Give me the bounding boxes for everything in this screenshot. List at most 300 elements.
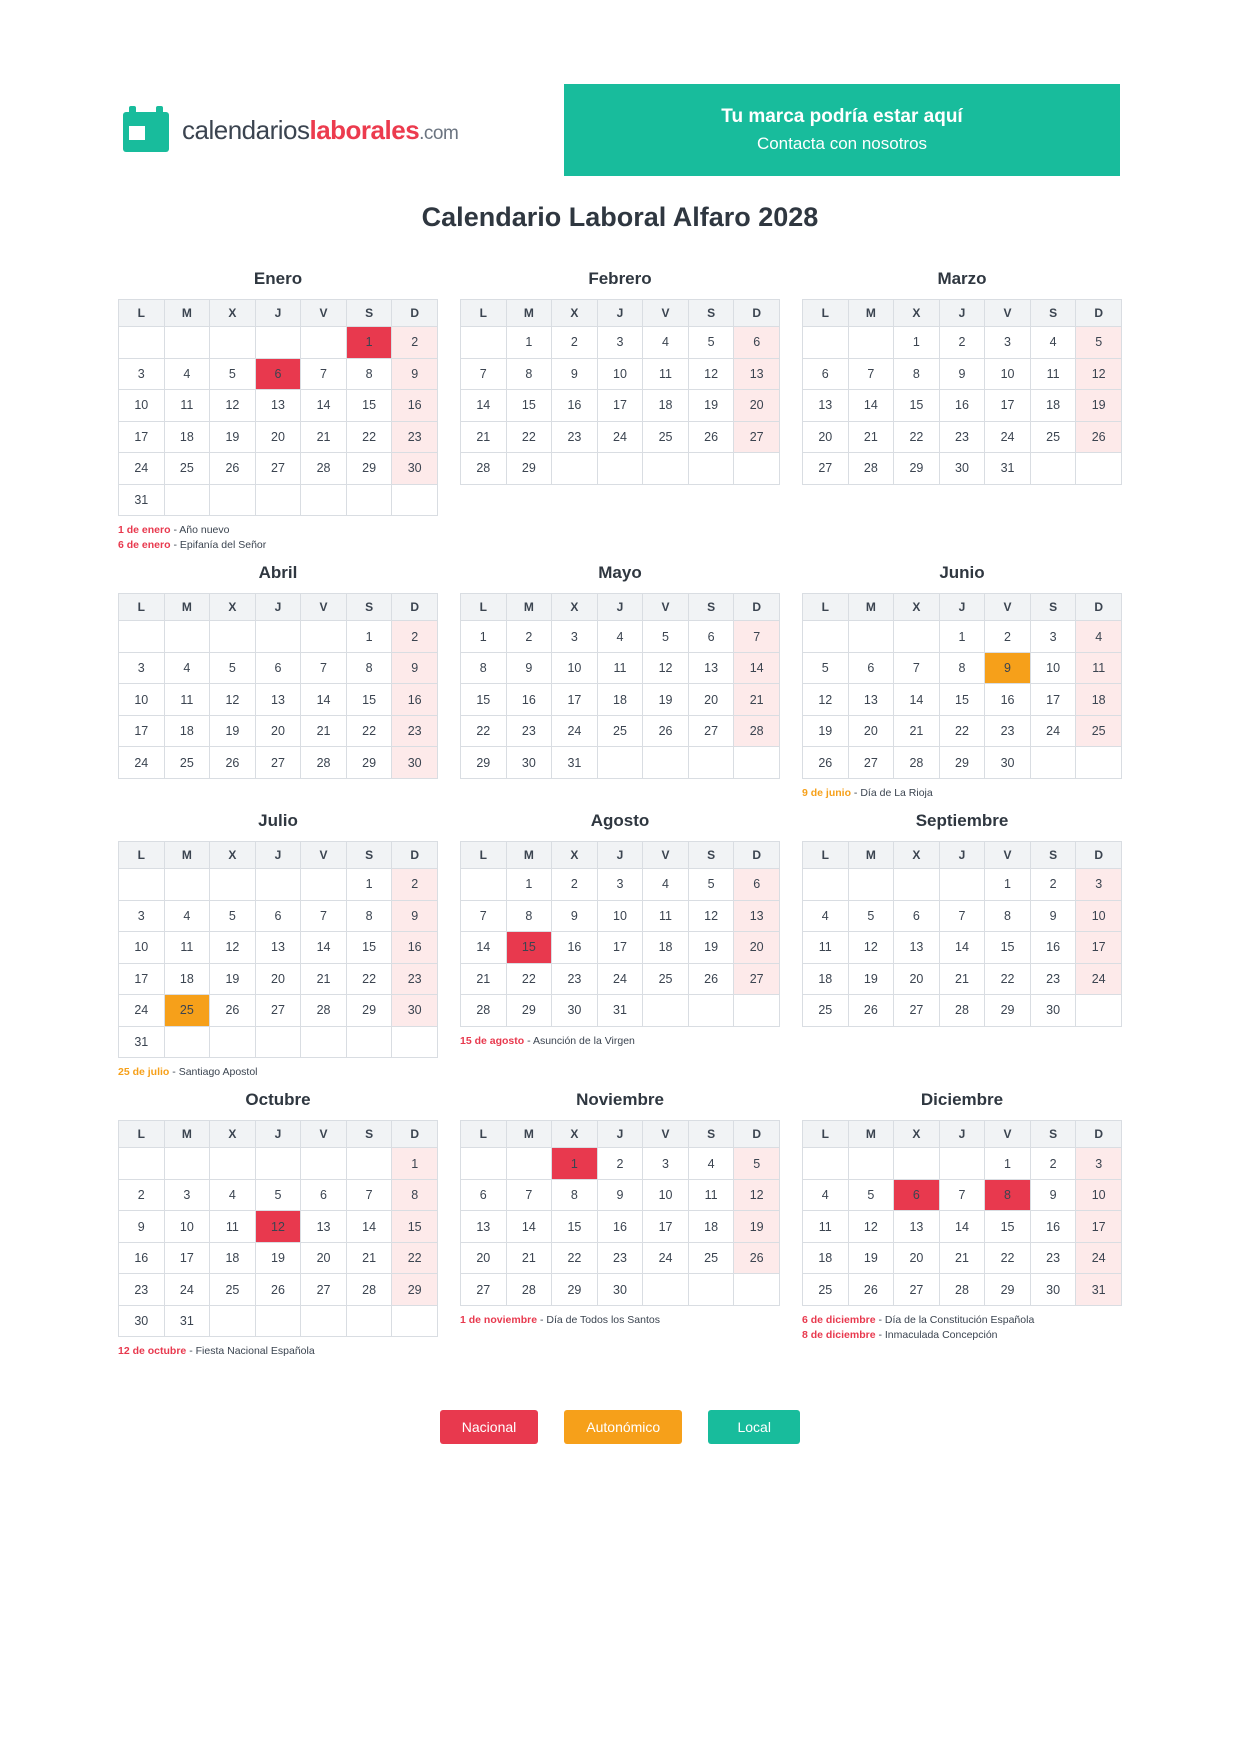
day-cell[interactable]: 30 [985, 747, 1031, 779]
day-cell[interactable]: 6 [461, 1179, 507, 1211]
day-cell[interactable]: 15 [346, 684, 392, 716]
day-cell[interactable]: 8 [985, 900, 1031, 932]
day-cell[interactable]: 8 [506, 900, 552, 932]
day-cell[interactable]: 22 [346, 715, 392, 747]
day-cell[interactable]: 4 [688, 1148, 734, 1180]
weekend-cell[interactable]: 13 [734, 900, 780, 932]
day-cell[interactable]: 3 [119, 900, 165, 932]
weekend-cell[interactable]: 2 [392, 621, 438, 653]
day-cell[interactable]: 1 [346, 869, 392, 901]
day-cell[interactable]: 21 [848, 421, 894, 453]
day-cell[interactable]: 12 [848, 932, 894, 964]
day-cell[interactable]: 21 [346, 1242, 392, 1274]
day-cell[interactable]: 25 [643, 421, 689, 453]
day-cell[interactable]: 11 [643, 358, 689, 390]
day-cell[interactable]: 10 [164, 1211, 210, 1243]
day-cell[interactable]: 5 [210, 652, 256, 684]
day-cell[interactable]: 13 [894, 1211, 940, 1243]
day-cell[interactable]: 19 [688, 390, 734, 422]
holiday-cell-nacional[interactable]: 15 [506, 932, 552, 964]
day-cell[interactable]: 29 [346, 995, 392, 1027]
legend-item-autonomico[interactable]: Autonómico [564, 1410, 682, 1444]
day-cell[interactable]: 8 [346, 358, 392, 390]
day-cell[interactable]: 5 [688, 869, 734, 901]
day-cell[interactable]: 2 [985, 621, 1031, 653]
weekend-cell[interactable]: 16 [392, 390, 438, 422]
holiday-cell-nacional[interactable]: 1 [552, 1148, 598, 1180]
day-cell[interactable]: 7 [346, 1179, 392, 1211]
weekend-cell[interactable]: 27 [734, 421, 780, 453]
day-cell[interactable]: 3 [1030, 621, 1076, 653]
day-cell[interactable]: 22 [461, 715, 507, 747]
weekend-cell[interactable]: 1 [392, 1148, 438, 1180]
day-cell[interactable]: 2 [1030, 869, 1076, 901]
day-cell[interactable]: 21 [461, 421, 507, 453]
day-cell[interactable]: 24 [552, 715, 598, 747]
day-cell[interactable]: 10 [552, 652, 598, 684]
day-cell[interactable]: 30 [119, 1305, 165, 1337]
day-cell[interactable]: 1 [894, 327, 940, 359]
day-cell[interactable]: 3 [119, 358, 165, 390]
day-cell[interactable]: 14 [346, 1211, 392, 1243]
day-cell[interactable]: 20 [894, 963, 940, 995]
day-cell[interactable]: 29 [346, 747, 392, 779]
day-cell[interactable]: 29 [985, 1274, 1031, 1306]
day-cell[interactable]: 13 [255, 932, 301, 964]
site-logo[interactable] [120, 104, 520, 156]
day-cell[interactable]: 1 [506, 327, 552, 359]
day-cell[interactable]: 23 [1030, 1242, 1076, 1274]
weekend-cell[interactable]: 9 [392, 900, 438, 932]
day-cell[interactable]: 4 [164, 652, 210, 684]
day-cell[interactable]: 9 [1030, 900, 1076, 932]
day-cell[interactable]: 28 [461, 453, 507, 485]
day-cell[interactable]: 18 [210, 1242, 256, 1274]
day-cell[interactable]: 23 [939, 421, 985, 453]
weekend-cell[interactable]: 27 [734, 963, 780, 995]
day-cell[interactable]: 15 [985, 1211, 1031, 1243]
day-cell[interactable]: 16 [1030, 932, 1076, 964]
holiday-cell-autonomico[interactable]: 25 [164, 995, 210, 1027]
day-cell[interactable]: 16 [597, 1211, 643, 1243]
day-cell[interactable]: 22 [939, 715, 985, 747]
holiday-cell-nacional[interactable]: 12 [255, 1211, 301, 1243]
day-cell[interactable]: 28 [939, 1274, 985, 1306]
day-cell[interactable]: 15 [461, 684, 507, 716]
day-cell[interactable]: 30 [939, 453, 985, 485]
day-cell[interactable]: 19 [643, 684, 689, 716]
day-cell[interactable]: 27 [894, 1274, 940, 1306]
day-cell[interactable]: 17 [119, 421, 165, 453]
day-cell[interactable]: 24 [164, 1274, 210, 1306]
day-cell[interactable]: 26 [643, 715, 689, 747]
day-cell[interactable]: 6 [848, 652, 894, 684]
day-cell[interactable]: 16 [939, 390, 985, 422]
holiday-cell-nacional[interactable]: 6 [894, 1179, 940, 1211]
day-cell[interactable]: 27 [255, 747, 301, 779]
day-cell[interactable]: 13 [688, 652, 734, 684]
day-cell[interactable]: 6 [688, 621, 734, 653]
day-cell[interactable]: 1 [506, 869, 552, 901]
day-cell[interactable]: 25 [803, 995, 849, 1027]
day-cell[interactable]: 28 [461, 995, 507, 1027]
day-cell[interactable]: 29 [939, 747, 985, 779]
day-cell[interactable]: 24 [643, 1242, 689, 1274]
day-cell[interactable]: 17 [1030, 684, 1076, 716]
day-cell[interactable]: 9 [939, 358, 985, 390]
day-cell[interactable]: 10 [119, 932, 165, 964]
day-cell[interactable]: 4 [164, 900, 210, 932]
day-cell[interactable]: 15 [346, 932, 392, 964]
day-cell[interactable]: 20 [255, 421, 301, 453]
day-cell[interactable]: 19 [848, 1242, 894, 1274]
day-cell[interactable]: 5 [848, 900, 894, 932]
day-cell[interactable]: 7 [848, 358, 894, 390]
day-cell[interactable]: 17 [119, 963, 165, 995]
weekend-cell[interactable]: 16 [392, 684, 438, 716]
day-cell[interactable]: 13 [894, 932, 940, 964]
weekend-cell[interactable]: 4 [1076, 621, 1122, 653]
day-cell[interactable]: 18 [803, 963, 849, 995]
day-cell[interactable]: 3 [985, 327, 1031, 359]
day-cell[interactable]: 11 [597, 652, 643, 684]
day-cell[interactable]: 22 [985, 963, 1031, 995]
day-cell[interactable]: 27 [301, 1274, 347, 1306]
day-cell[interactable]: 24 [119, 747, 165, 779]
day-cell[interactable]: 21 [461, 963, 507, 995]
day-cell[interactable]: 2 [1030, 1148, 1076, 1180]
day-cell[interactable]: 11 [803, 932, 849, 964]
day-cell[interactable]: 10 [985, 358, 1031, 390]
weekend-cell[interactable]: 5 [734, 1148, 780, 1180]
day-cell[interactable]: 8 [894, 358, 940, 390]
day-cell[interactable]: 31 [552, 747, 598, 779]
day-cell[interactable]: 22 [346, 963, 392, 995]
weekend-cell[interactable]: 10 [1076, 900, 1122, 932]
day-cell[interactable]: 12 [803, 684, 849, 716]
day-cell[interactable]: 26 [848, 1274, 894, 1306]
day-cell[interactable]: 23 [552, 421, 598, 453]
day-cell[interactable]: 18 [688, 1211, 734, 1243]
weekend-cell[interactable]: 30 [392, 453, 438, 485]
day-cell[interactable]: 9 [119, 1211, 165, 1243]
day-cell[interactable]: 10 [597, 900, 643, 932]
day-cell[interactable]: 5 [643, 621, 689, 653]
day-cell[interactable]: 26 [210, 747, 256, 779]
day-cell[interactable]: 14 [461, 932, 507, 964]
day-cell[interactable]: 16 [506, 684, 552, 716]
weekend-cell[interactable]: 12 [1076, 358, 1122, 390]
weekend-cell[interactable]: 19 [1076, 390, 1122, 422]
day-cell[interactable]: 20 [894, 1242, 940, 1274]
day-cell[interactable]: 10 [1030, 652, 1076, 684]
day-cell[interactable]: 13 [255, 684, 301, 716]
day-cell[interactable]: 29 [506, 453, 552, 485]
day-cell[interactable]: 24 [1030, 715, 1076, 747]
day-cell[interactable]: 13 [803, 390, 849, 422]
day-cell[interactable]: 26 [255, 1274, 301, 1306]
day-cell[interactable]: 30 [1030, 995, 1076, 1027]
day-cell[interactable]: 16 [552, 932, 598, 964]
day-cell[interactable]: 6 [255, 652, 301, 684]
day-cell[interactable]: 20 [301, 1242, 347, 1274]
day-cell[interactable]: 11 [164, 390, 210, 422]
weekend-cell[interactable]: 10 [1076, 1179, 1122, 1211]
day-cell[interactable]: 12 [210, 932, 256, 964]
day-cell[interactable]: 7 [461, 900, 507, 932]
day-cell[interactable]: 30 [506, 747, 552, 779]
day-cell[interactable]: 22 [985, 1242, 1031, 1274]
day-cell[interactable]: 9 [1030, 1179, 1076, 1211]
day-cell[interactable]: 4 [803, 1179, 849, 1211]
day-cell[interactable]: 4 [597, 621, 643, 653]
day-cell[interactable]: 25 [597, 715, 643, 747]
day-cell[interactable]: 4 [643, 869, 689, 901]
day-cell[interactable]: 26 [848, 995, 894, 1027]
day-cell[interactable]: 31 [597, 995, 643, 1027]
day-cell[interactable]: 18 [643, 932, 689, 964]
day-cell[interactable]: 20 [688, 684, 734, 716]
day-cell[interactable]: 17 [597, 390, 643, 422]
weekend-cell[interactable]: 6 [734, 869, 780, 901]
day-cell[interactable]: 7 [301, 652, 347, 684]
weekend-cell[interactable]: 3 [1076, 869, 1122, 901]
day-cell[interactable]: 20 [848, 715, 894, 747]
day-cell[interactable]: 4 [803, 900, 849, 932]
weekend-cell[interactable]: 9 [392, 358, 438, 390]
day-cell[interactable]: 29 [985, 995, 1031, 1027]
day-cell[interactable]: 18 [164, 963, 210, 995]
day-cell[interactable]: 1 [346, 621, 392, 653]
weekend-cell[interactable]: 31 [1076, 1274, 1122, 1306]
day-cell[interactable]: 4 [1030, 327, 1076, 359]
day-cell[interactable]: 7 [939, 900, 985, 932]
day-cell[interactable]: 13 [255, 390, 301, 422]
weekend-cell[interactable]: 12 [734, 1179, 780, 1211]
day-cell[interactable]: 7 [939, 1179, 985, 1211]
day-cell[interactable]: 12 [643, 652, 689, 684]
day-cell[interactable]: 31 [119, 1026, 165, 1058]
weekend-cell[interactable]: 2 [392, 869, 438, 901]
day-cell[interactable]: 25 [164, 747, 210, 779]
day-cell[interactable]: 11 [803, 1211, 849, 1243]
day-cell[interactable]: 1 [939, 621, 985, 653]
day-cell[interactable]: 21 [939, 1242, 985, 1274]
weekend-cell[interactable]: 3 [1076, 1148, 1122, 1180]
day-cell[interactable]: 14 [506, 1211, 552, 1243]
day-cell[interactable]: 23 [1030, 963, 1076, 995]
day-cell[interactable]: 2 [552, 327, 598, 359]
weekend-cell[interactable]: 5 [1076, 327, 1122, 359]
weekend-cell[interactable]: 28 [734, 715, 780, 747]
holiday-cell-nacional[interactable]: 8 [985, 1179, 1031, 1211]
day-cell[interactable]: 14 [461, 390, 507, 422]
legend-item-local[interactable]: Local [708, 1410, 800, 1444]
day-cell[interactable]: 19 [803, 715, 849, 747]
weekend-cell[interactable]: 14 [734, 652, 780, 684]
day-cell[interactable]: 18 [643, 390, 689, 422]
weekend-cell[interactable]: 11 [1076, 652, 1122, 684]
day-cell[interactable]: 28 [848, 453, 894, 485]
weekend-cell[interactable]: 20 [734, 932, 780, 964]
day-cell[interactable]: 25 [1030, 421, 1076, 453]
day-cell[interactable]: 23 [552, 963, 598, 995]
day-cell[interactable]: 17 [985, 390, 1031, 422]
weekend-cell[interactable]: 25 [1076, 715, 1122, 747]
day-cell[interactable]: 20 [803, 421, 849, 453]
day-cell[interactable]: 22 [552, 1242, 598, 1274]
day-cell[interactable]: 16 [1030, 1211, 1076, 1243]
day-cell[interactable]: 29 [552, 1274, 598, 1306]
weekend-cell[interactable]: 24 [1076, 1242, 1122, 1274]
day-cell[interactable]: 1 [985, 869, 1031, 901]
day-cell[interactable]: 30 [597, 1274, 643, 1306]
day-cell[interactable]: 12 [210, 684, 256, 716]
day-cell[interactable]: 22 [506, 421, 552, 453]
day-cell[interactable]: 26 [803, 747, 849, 779]
day-cell[interactable]: 24 [119, 453, 165, 485]
day-cell[interactable]: 11 [688, 1179, 734, 1211]
day-cell[interactable]: 4 [643, 327, 689, 359]
day-cell[interactable]: 9 [506, 652, 552, 684]
day-cell[interactable]: 14 [301, 932, 347, 964]
day-cell[interactable]: 9 [552, 900, 598, 932]
holiday-cell-autonomico[interactable]: 9 [985, 652, 1031, 684]
weekend-cell[interactable]: 7 [734, 621, 780, 653]
weekend-cell[interactable]: 8 [392, 1179, 438, 1211]
day-cell[interactable]: 11 [1030, 358, 1076, 390]
day-cell[interactable]: 14 [301, 684, 347, 716]
day-cell[interactable]: 22 [346, 421, 392, 453]
day-cell[interactable]: 14 [894, 684, 940, 716]
day-cell[interactable]: 19 [210, 715, 256, 747]
day-cell[interactable]: 23 [506, 715, 552, 747]
day-cell[interactable]: 21 [894, 715, 940, 747]
day-cell[interactable]: 19 [688, 932, 734, 964]
day-cell[interactable]: 11 [643, 900, 689, 932]
weekend-cell[interactable]: 29 [392, 1274, 438, 1306]
day-cell[interactable]: 18 [164, 421, 210, 453]
weekend-cell[interactable]: 22 [392, 1242, 438, 1274]
day-cell[interactable]: 19 [210, 963, 256, 995]
day-cell[interactable]: 16 [552, 390, 598, 422]
day-cell[interactable]: 9 [552, 358, 598, 390]
day-cell[interactable]: 27 [848, 747, 894, 779]
day-cell[interactable]: 23 [119, 1274, 165, 1306]
day-cell[interactable]: 27 [894, 995, 940, 1027]
weekend-cell[interactable]: 15 [392, 1211, 438, 1243]
day-cell[interactable]: 21 [301, 963, 347, 995]
day-cell[interactable]: 2 [939, 327, 985, 359]
day-cell[interactable]: 30 [552, 995, 598, 1027]
day-cell[interactable]: 11 [164, 684, 210, 716]
day-cell[interactable]: 24 [119, 995, 165, 1027]
day-cell[interactable]: 15 [552, 1211, 598, 1243]
weekend-cell[interactable]: 21 [734, 684, 780, 716]
day-cell[interactable]: 7 [301, 900, 347, 932]
day-cell[interactable]: 28 [346, 1274, 392, 1306]
day-cell[interactable]: 31 [985, 453, 1031, 485]
day-cell[interactable]: 29 [894, 453, 940, 485]
day-cell[interactable]: 8 [552, 1179, 598, 1211]
day-cell[interactable]: 25 [803, 1274, 849, 1306]
day-cell[interactable]: 20 [255, 963, 301, 995]
weekend-cell[interactable]: 17 [1076, 1211, 1122, 1243]
day-cell[interactable]: 7 [461, 358, 507, 390]
day-cell[interactable]: 5 [803, 652, 849, 684]
day-cell[interactable]: 15 [985, 932, 1031, 964]
holiday-cell-nacional[interactable]: 1 [346, 327, 392, 359]
weekend-cell[interactable]: 30 [392, 747, 438, 779]
day-cell[interactable]: 23 [985, 715, 1031, 747]
weekend-cell[interactable]: 17 [1076, 932, 1122, 964]
day-cell[interactable]: 12 [848, 1211, 894, 1243]
day-cell[interactable]: 1 [985, 1148, 1031, 1180]
day-cell[interactable]: 11 [210, 1211, 256, 1243]
ad-banner[interactable] [564, 84, 1120, 176]
day-cell[interactable]: 6 [301, 1179, 347, 1211]
day-cell[interactable]: 10 [643, 1179, 689, 1211]
day-cell[interactable]: 29 [506, 995, 552, 1027]
weekend-cell[interactable]: 20 [734, 390, 780, 422]
day-cell[interactable]: 29 [461, 747, 507, 779]
day-cell[interactable]: 14 [939, 932, 985, 964]
day-cell[interactable]: 21 [301, 421, 347, 453]
day-cell[interactable]: 17 [164, 1242, 210, 1274]
day-cell[interactable]: 3 [164, 1179, 210, 1211]
day-cell[interactable]: 13 [301, 1211, 347, 1243]
day-cell[interactable]: 25 [643, 963, 689, 995]
day-cell[interactable]: 29 [346, 453, 392, 485]
weekend-cell[interactable]: 18 [1076, 684, 1122, 716]
day-cell[interactable]: 21 [506, 1242, 552, 1274]
day-cell[interactable]: 1 [461, 621, 507, 653]
weekend-cell[interactable]: 24 [1076, 963, 1122, 995]
day-cell[interactable]: 19 [848, 963, 894, 995]
day-cell[interactable]: 5 [210, 900, 256, 932]
day-cell[interactable]: 7 [894, 652, 940, 684]
weekend-cell[interactable]: 9 [392, 652, 438, 684]
day-cell[interactable]: 8 [346, 652, 392, 684]
weekend-cell[interactable]: 23 [392, 715, 438, 747]
day-cell[interactable]: 28 [939, 995, 985, 1027]
day-cell[interactable]: 15 [894, 390, 940, 422]
day-cell[interactable]: 5 [848, 1179, 894, 1211]
day-cell[interactable]: 2 [597, 1148, 643, 1180]
day-cell[interactable]: 12 [688, 900, 734, 932]
day-cell[interactable]: 2 [119, 1179, 165, 1211]
day-cell[interactable]: 8 [506, 358, 552, 390]
day-cell[interactable]: 22 [894, 421, 940, 453]
day-cell[interactable]: 7 [506, 1179, 552, 1211]
day-cell[interactable]: 26 [210, 453, 256, 485]
day-cell[interactable]: 3 [552, 621, 598, 653]
day-cell[interactable]: 2 [552, 869, 598, 901]
weekend-cell[interactable]: 19 [734, 1211, 780, 1243]
day-cell[interactable]: 31 [119, 484, 165, 516]
day-cell[interactable]: 10 [119, 684, 165, 716]
day-cell[interactable]: 19 [255, 1242, 301, 1274]
day-cell[interactable]: 15 [939, 684, 985, 716]
day-cell[interactable]: 11 [164, 932, 210, 964]
weekend-cell[interactable]: 26 [734, 1242, 780, 1274]
day-cell[interactable]: 20 [255, 715, 301, 747]
day-cell[interactable]: 24 [597, 421, 643, 453]
day-cell[interactable]: 28 [301, 747, 347, 779]
day-cell[interactable]: 6 [255, 900, 301, 932]
day-cell[interactable]: 13 [848, 684, 894, 716]
day-cell[interactable]: 17 [552, 684, 598, 716]
